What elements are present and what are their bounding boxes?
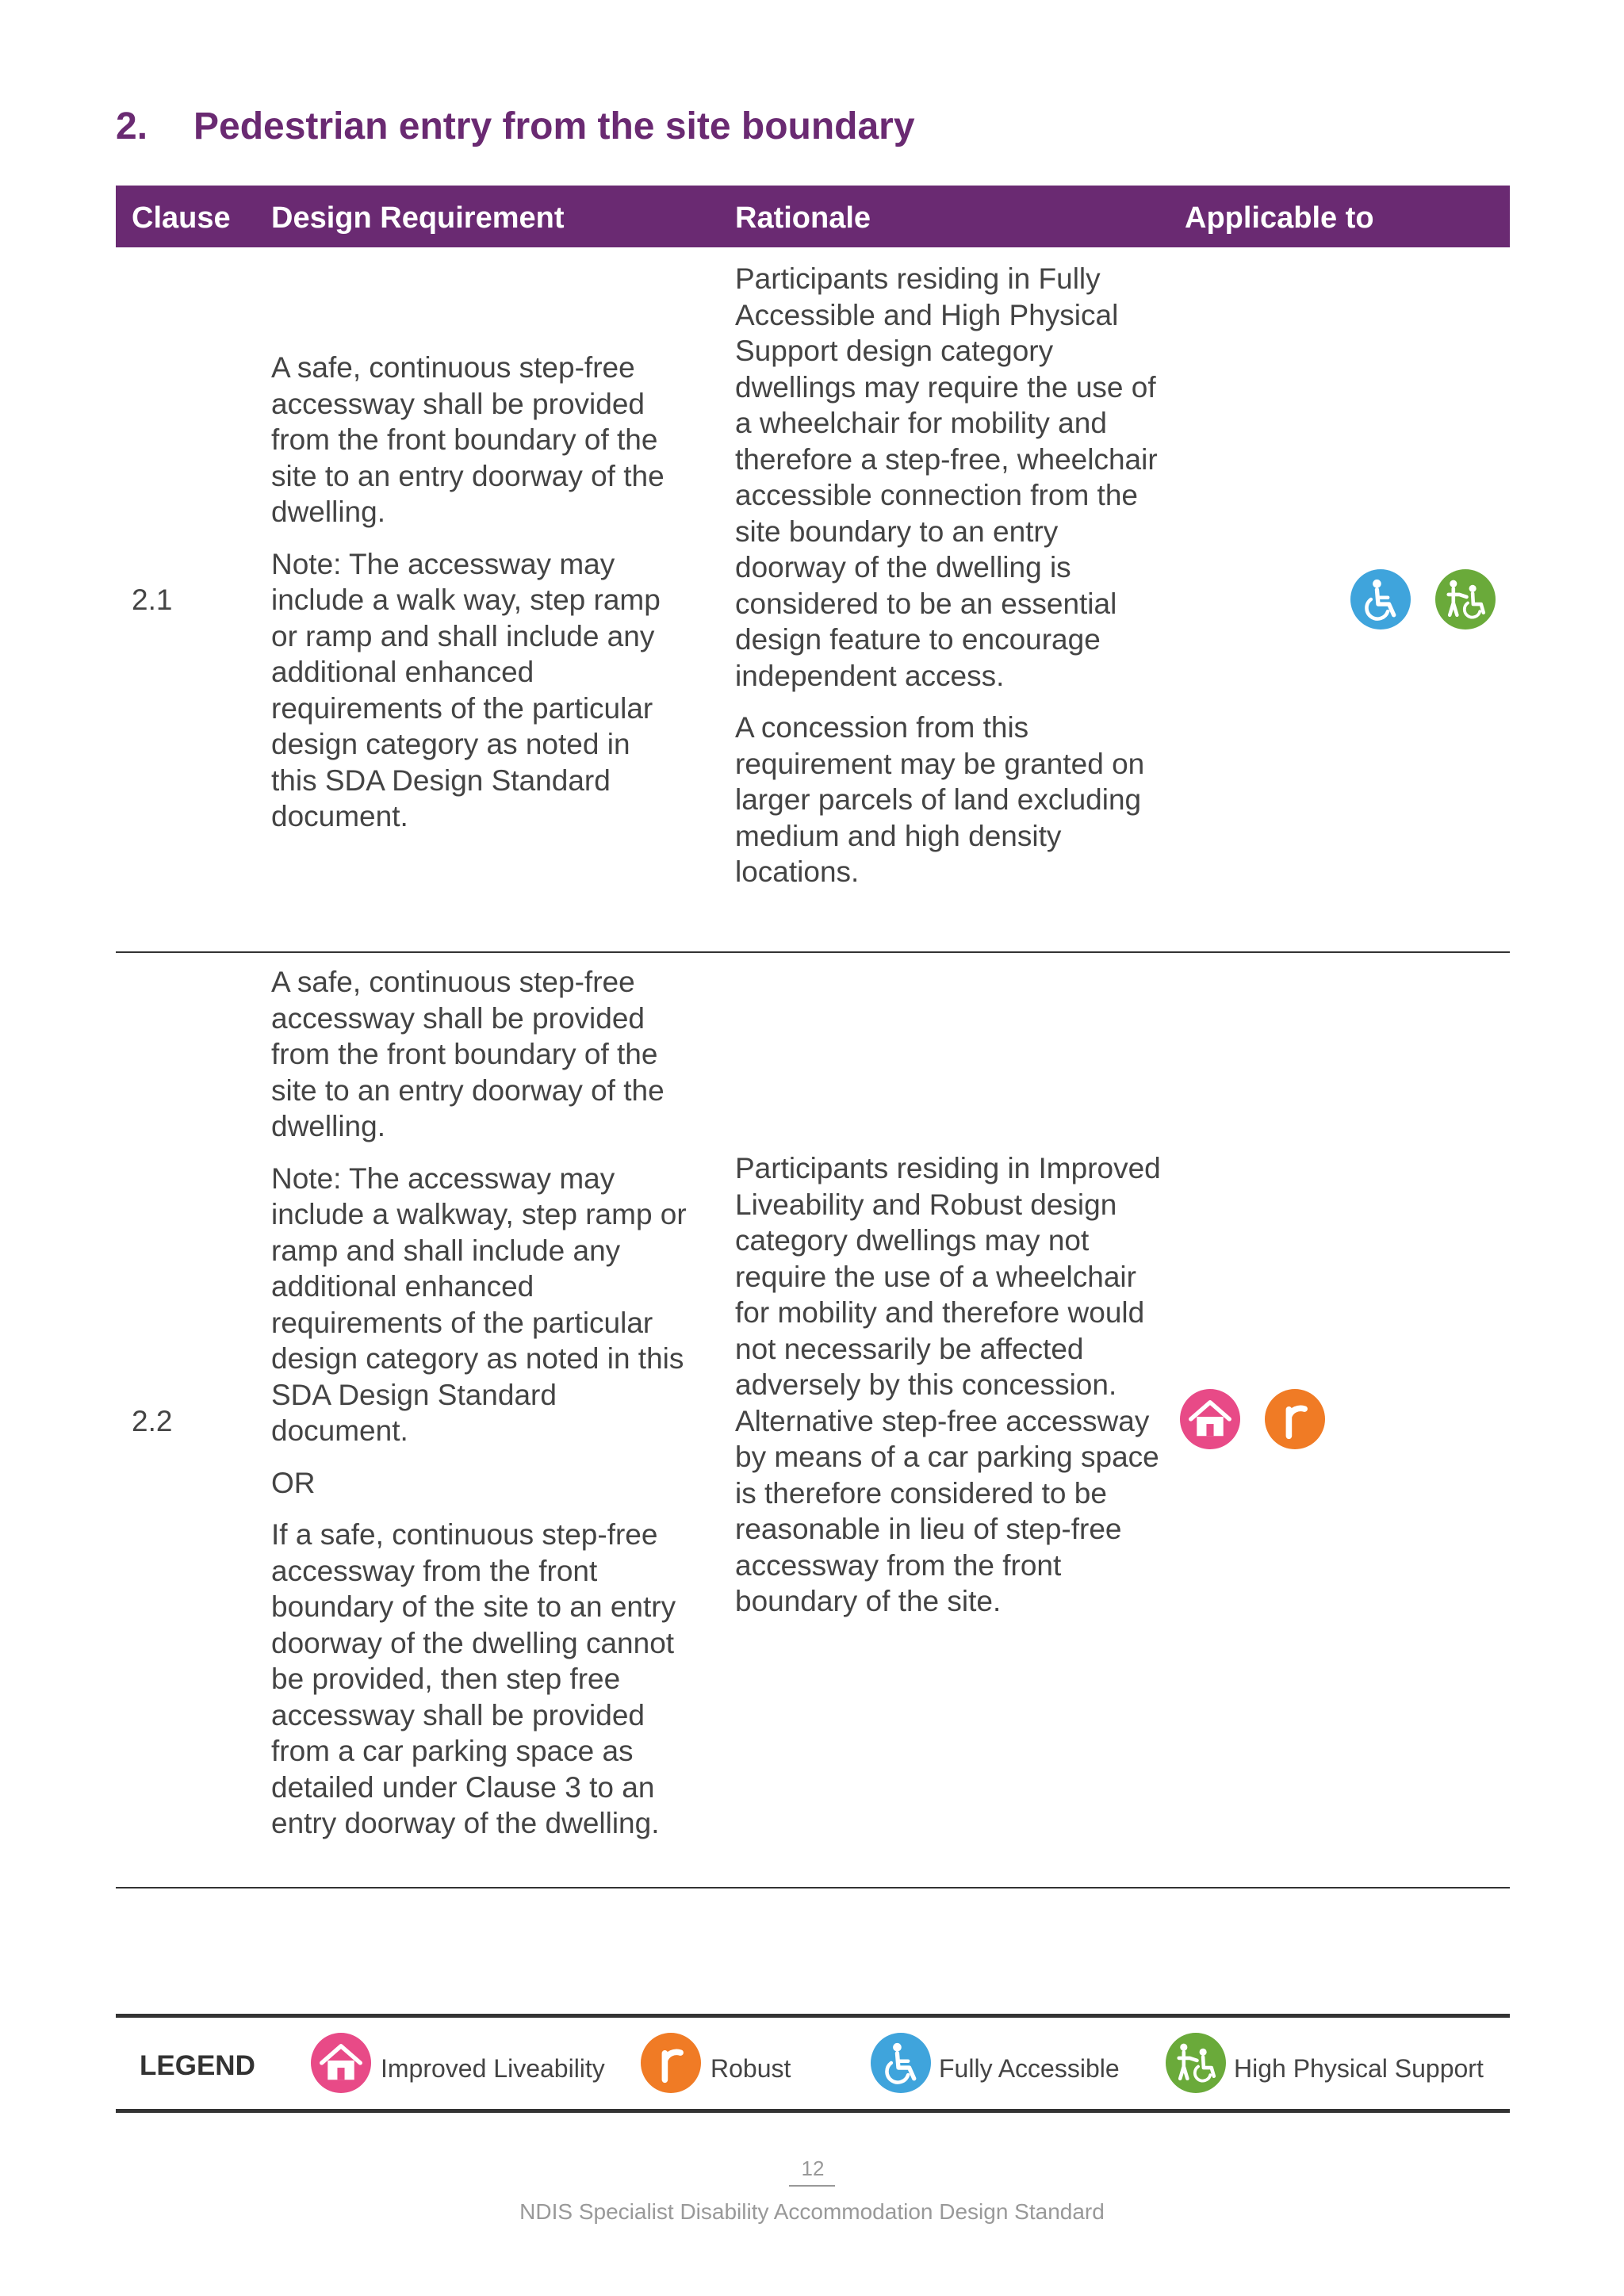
rationale-cell [735, 1150, 1163, 1636]
header-rationale: Rationale [735, 201, 871, 235]
section-number: 2. [116, 105, 148, 147]
requirement-note: Note: The accessway may include a walkway, step ramp or ramp and shall include any additional enhanced requirements of the particular design category as noted in this SDA Design Standard document. [271, 1161, 687, 1447]
legend-fully-accessible-label: Fully Accessible [939, 2054, 1120, 2083]
fully-accessible-icon [1350, 569, 1411, 629]
fully-accessible-icon [871, 2033, 931, 2093]
clause-number: 2.2 [132, 1405, 173, 1437]
table-header [116, 186, 1510, 247]
legend-top-rule [116, 2014, 1510, 2018]
legend-improved-liveability-label: Improved Liveability [381, 2054, 605, 2083]
legend-label: LEGEND [140, 2050, 255, 2081]
high-physical-support-icon [1166, 2033, 1226, 2093]
robust-icon [641, 2033, 701, 2093]
improved-liveability-icon [1180, 1389, 1240, 1449]
table-bottom-rule [116, 1887, 1510, 1888]
design-requirement-cell [271, 964, 691, 1858]
header-clause: Clause [132, 201, 231, 235]
rationale-paragraph: Participants residing in Fully Accessible and High Physical Support design category dwellings may require the use of a wheelchair for mobility and therefore a step-free, wheelchair accessible connection from the site boundary to an entry doorway of the dwelling is considered to be an essential design feature to encourage independent access. [735, 262, 1158, 692]
header-design-requirement: Design Requirement [271, 201, 565, 235]
row-divider [116, 951, 1510, 953]
requirement-note: Note: The accessway may include a walk way, step ramp or ramp and shall include any additional enhanced requirements of the particular design category as noted in this SDA Design Standard document. [271, 547, 661, 832]
section-title: Pedestrian entry from the site boundary [193, 105, 915, 147]
improved-liveability-icon [311, 2033, 371, 2093]
high-physical-support-icon [1435, 569, 1496, 629]
rationale-paragraph: Participants residing in Improved Liveability and Robust design category dwellings may not require the use of a wheelchair for mobility and therefore would not necessarily be affected adversely by this concession. Alternative step-free accessway by means of a car parking space is therefore considered to be reasonable in lieu of step-free accessway from the front boundary of the site. [735, 1152, 1161, 1617]
page-number: 12 [801, 2156, 825, 2180]
legend-high-physical-support-label: High Physical Support [1234, 2054, 1484, 2083]
requirement-paragraph: A safe, continuous step-free accessway shall be provided from the front boundary of the site to an entry doorway of the dwelling. [271, 351, 665, 528]
requirement-alternative: If a safe, continuous step-free accessway from the front boundary of the site to an entry doorway of the dwelling cannot be provided, then step free accessway shall be provided from a car parking space as detailed under Clause 3 to an entry doorway of the dwelling. [271, 1518, 676, 1839]
rationale-cell [735, 261, 1163, 906]
clause-number: 2.1 [132, 584, 173, 616]
page-number-underline [789, 2185, 835, 2187]
requirement-or: OR [271, 1466, 316, 1499]
legend-bottom-rule [116, 2109, 1510, 2113]
header-applicable-to: Applicable to [1185, 201, 1374, 235]
design-requirement-cell [271, 350, 684, 851]
section-heading [116, 105, 915, 148]
robust-icon [1265, 1389, 1325, 1449]
legend-robust-label: Robust [710, 2054, 791, 2083]
requirement-paragraph: A safe, continuous step-free accessway shall be provided from the front boundary of the site to an entry doorway of the dwelling. [271, 966, 665, 1142]
rationale-concession: A concession from this requirement may be granted on larger parcels of land excluding medium and high density locations. [735, 711, 1145, 888]
footer-document-title: NDIS Specialist Disability Accommodation Design Standard [519, 2199, 1105, 2224]
